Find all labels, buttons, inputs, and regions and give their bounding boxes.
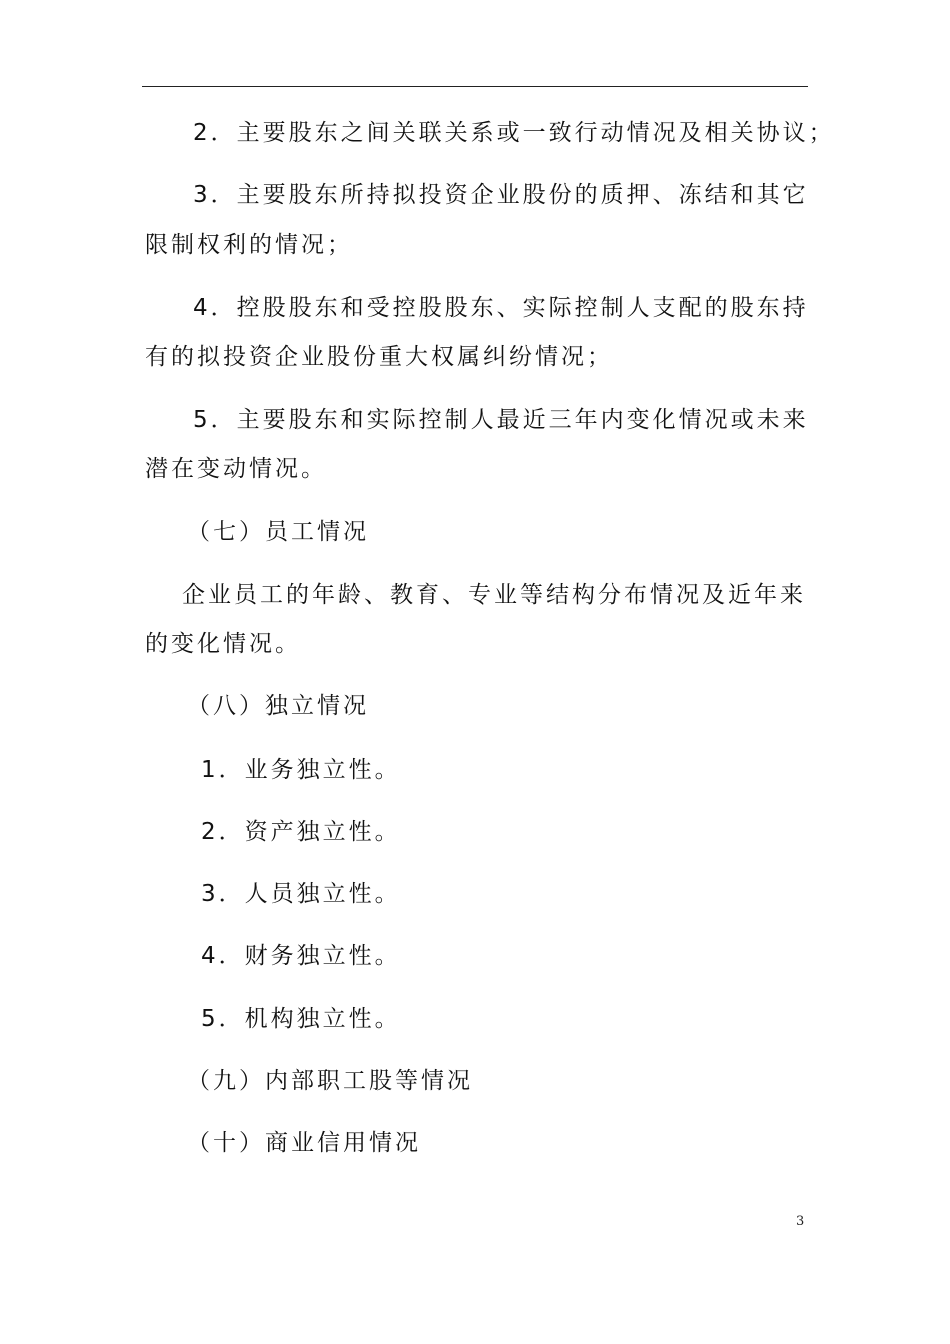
item-4-dispute-line2: 有的拟投资企业股份重大权属纠纷情况； <box>145 344 613 370</box>
item-5-change-line1: 5．主要股东和实际控制人最近三年内变化情况或未来 <box>193 407 809 433</box>
item-2-shareholder-relations: 2．主要股东之间关联关系或一致行动情况及相关协议； <box>193 120 835 146</box>
item-5-change-line2: 潜在变动情况。 <box>145 456 327 482</box>
item-personnel-independence: 3．人员独立性。 <box>201 881 401 907</box>
item-3-pledge-line1: 3．主要股东所持拟投资企业股份的质押、冻结和其它 <box>193 182 809 208</box>
section-7-body-line2: 的变化情况。 <box>145 631 301 657</box>
item-organization-independence: 5．机构独立性。 <box>201 1006 401 1032</box>
section-10-heading: （十）商业信用情况 <box>187 1130 421 1156</box>
section-7-body-line1: 企业员工的年龄、教育、专业等结构分布情况及近年来 <box>182 582 806 608</box>
item-business-independence: 1．业务独立性。 <box>201 757 401 783</box>
section-7-heading: （七）员工情况 <box>187 519 369 545</box>
header-rule <box>142 86 808 87</box>
section-9-heading: （九）内部职工股等情况 <box>187 1068 473 1094</box>
section-8-heading: （八）独立情况 <box>187 693 369 719</box>
item-asset-independence: 2．资产独立性。 <box>201 819 401 845</box>
item-4-dispute-line1: 4．控股股东和受控股股东、实际控制人支配的股东持 <box>193 295 809 321</box>
item-3-pledge-line2: 限制权利的情况； <box>145 232 353 258</box>
item-finance-independence: 4．财务独立性。 <box>201 943 401 969</box>
page-number: 3 <box>796 1214 805 1229</box>
